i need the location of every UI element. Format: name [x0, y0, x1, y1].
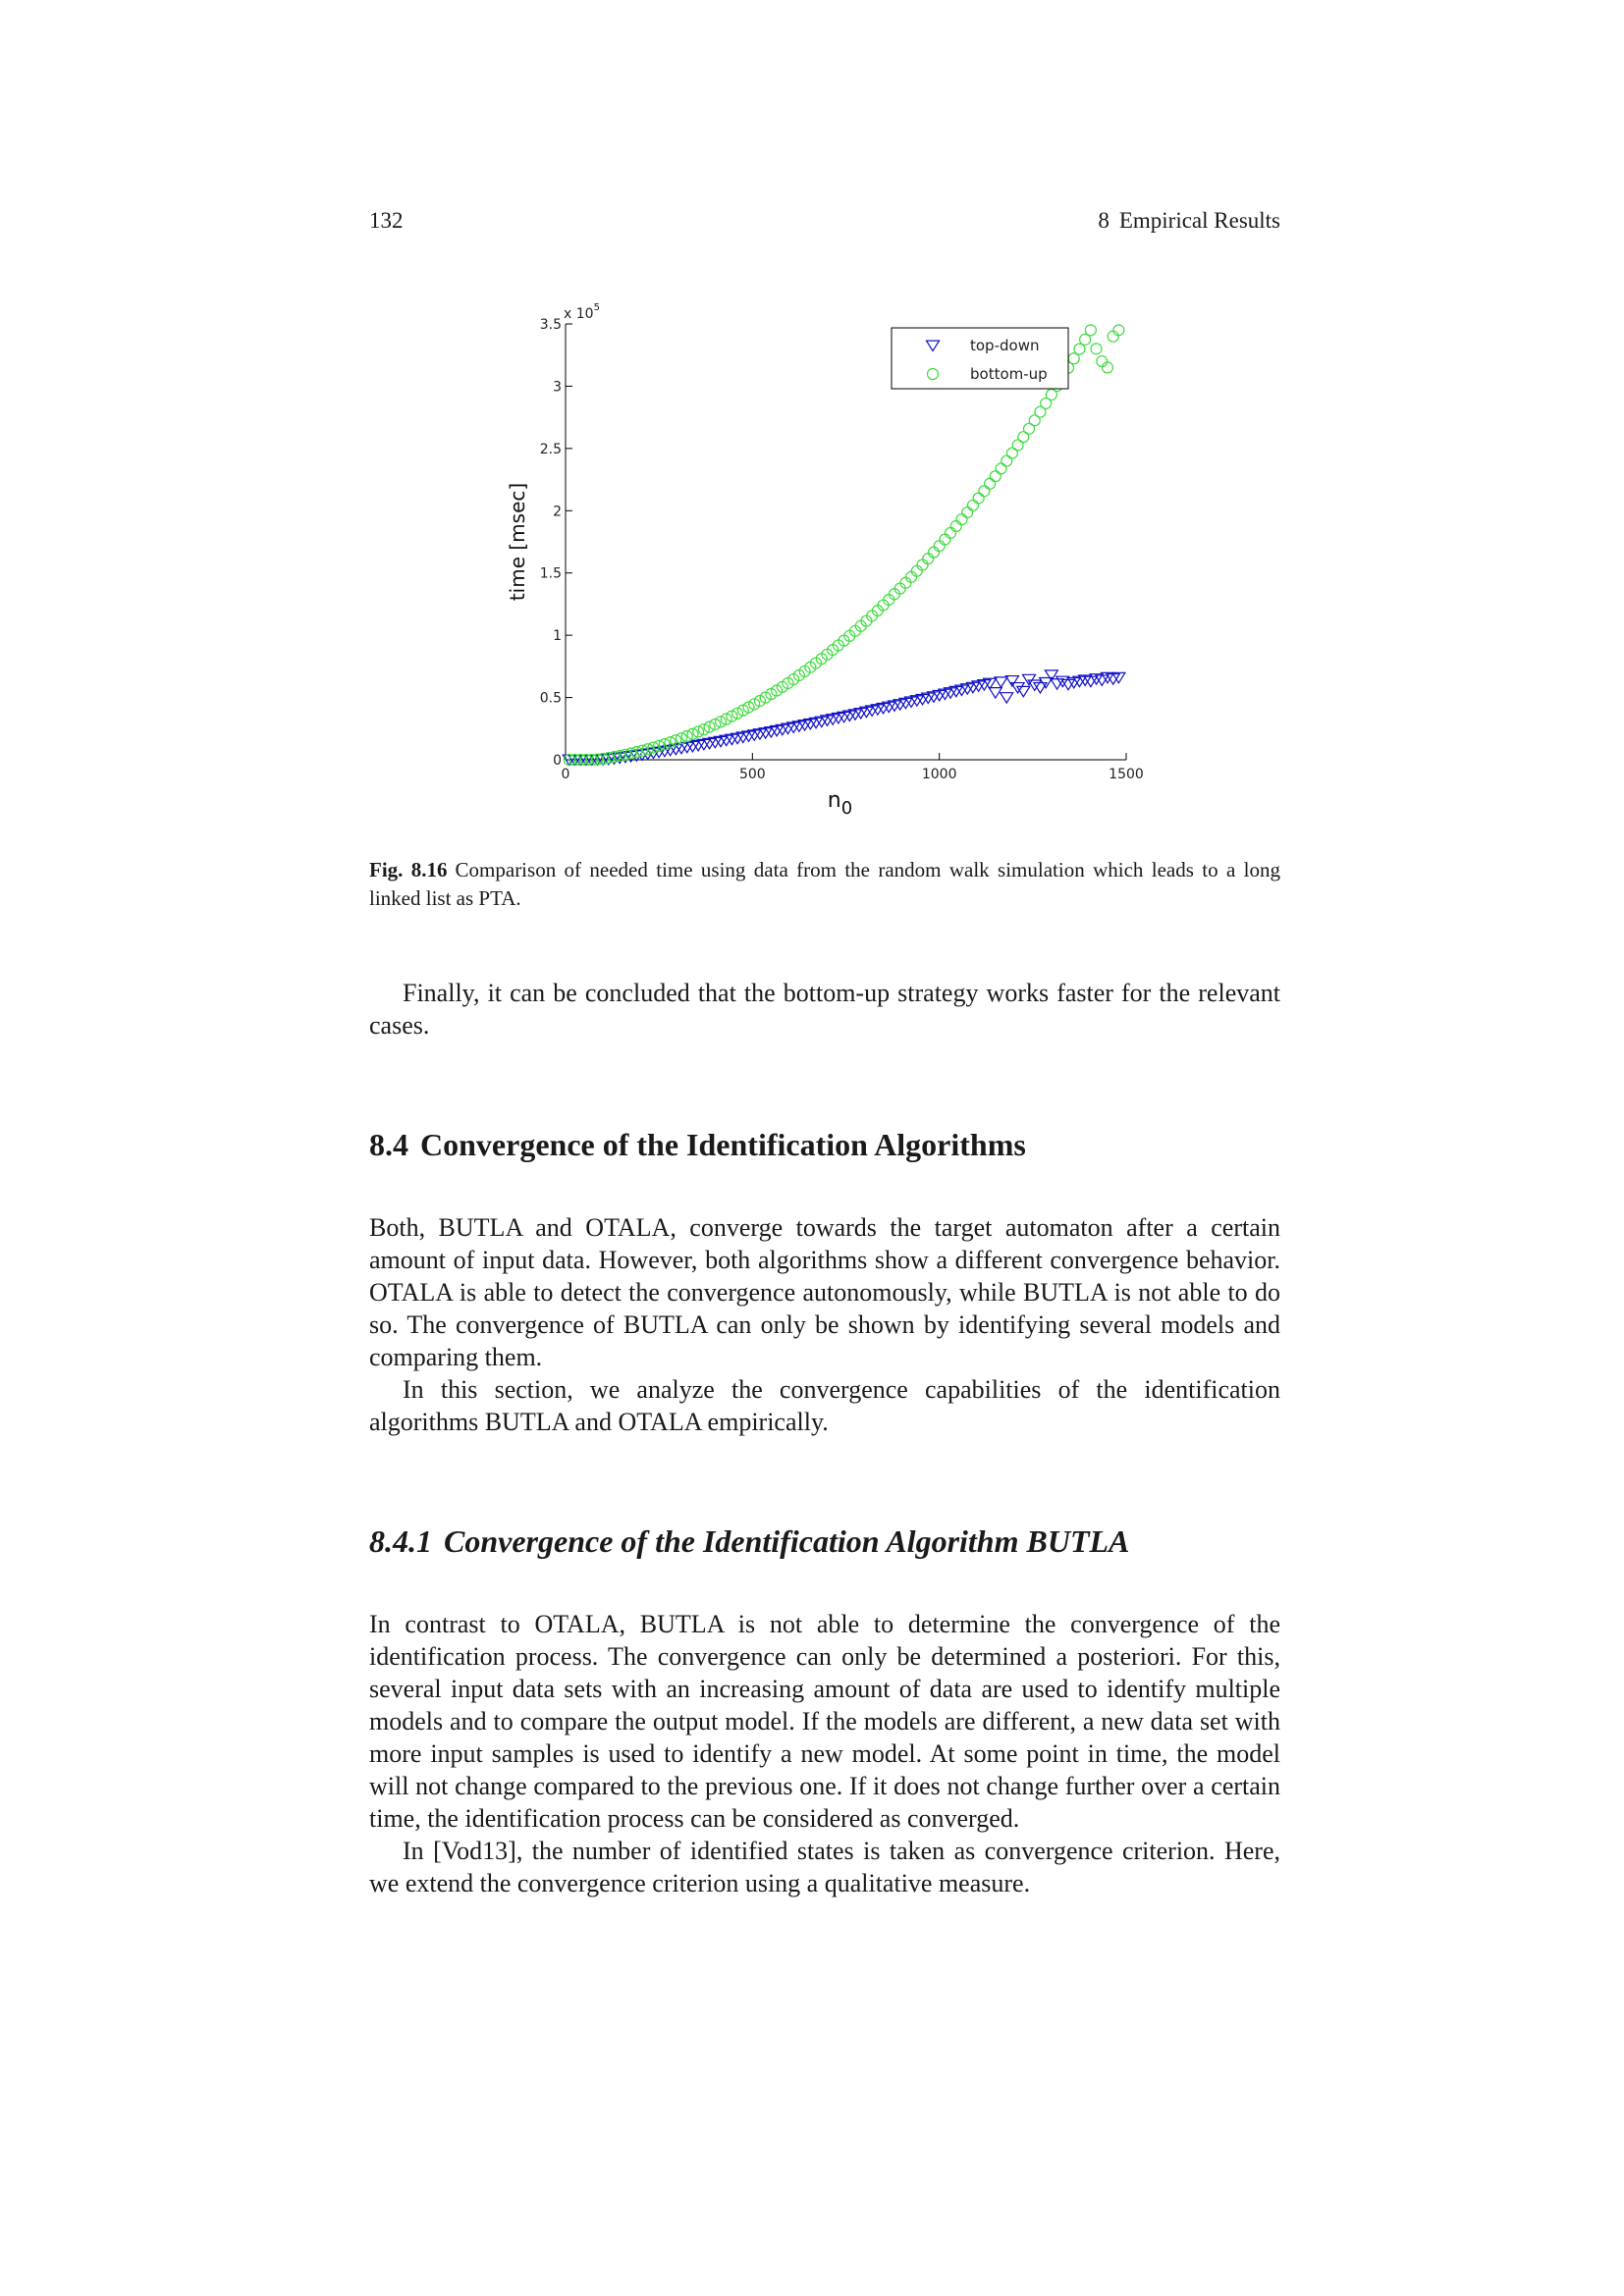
bottom-up-point: [1091, 344, 1102, 354]
legend: [892, 328, 1068, 389]
y-tick-label: 3.5: [539, 317, 562, 333]
bottom-up-point: [950, 521, 961, 532]
subsection-paragraph-2: In [Vod13], the number of identified states is taken as convergence criterion. Here, we extend the convergence criterion using a qualitative measure.: [369, 1837, 1280, 1897]
bottom-up-point: [1085, 325, 1096, 336]
subsection-heading: [369, 1523, 1280, 1560]
bottom-up-point: [973, 493, 984, 504]
bottom-up-point: [996, 463, 1006, 474]
bottom-up-point: [928, 547, 939, 558]
bottom-up-point: [940, 534, 950, 545]
bottom-up-point: [956, 514, 967, 525]
bottom-up-point: [1006, 448, 1017, 458]
subsection-number: 8.4.1: [369, 1523, 432, 1559]
bottom-up-point: [1102, 362, 1112, 373]
y-axis-multiplier: x $10^5$: [564, 302, 600, 322]
bottom-up-point: [1108, 331, 1118, 342]
x-axis-label: $n_0$: [827, 788, 853, 819]
chapter-heading: [1098, 208, 1280, 234]
bottom-up-point: [990, 471, 1001, 482]
y-tick-label: 0: [553, 753, 562, 769]
top-down-point: [1001, 693, 1013, 703]
bottom-up-point: [946, 527, 956, 538]
y-axis-label: time [msec]: [506, 482, 529, 602]
running-head: [369, 208, 1280, 240]
chapter-number: 8: [1098, 208, 1110, 233]
bottom-up-point: [934, 541, 945, 552]
bottom-up-point: [1012, 440, 1023, 451]
x-tick-label: 500: [738, 767, 766, 782]
y-tick-label: 2: [553, 504, 562, 520]
bottom-up-point: [962, 507, 973, 517]
plot-area: [563, 325, 1125, 766]
figure-label: Fig. 8.16: [369, 858, 448, 881]
section-paragraph-2: In this section, we analyze the convergence capabilities of the identification algorithms BUTLA and OTALA empirically.: [369, 1375, 1280, 1436]
bottom-up-point: [979, 486, 990, 497]
figure-caption-text: Comparison of needed time using data from the random walk simulation which leads to a long linked list as PTA.: [369, 858, 1280, 910]
x-tick-label: 1500: [1109, 767, 1144, 782]
y-tick-label: 0.5: [539, 690, 562, 707]
subsection-paragraph-1: In contrast to OTALA, BUTLA is not able to determine the convergence of the identification process. The convergence can only be determined a posteriori. For this, several input data sets with an increasing amount of data are used to identify multiple models and to compare the output model. If the models are different, a new data set with more input samples is used to identify a new model. At some point in time, the model will not change compared to the previous one. If it does not change further over a certain time, the identification process can be considered as converged.: [369, 1610, 1280, 1833]
section-number: 8.4: [369, 1127, 408, 1162]
y-tick-label: 1.5: [539, 565, 562, 582]
legend-entry-bottom-up: bottom-up: [970, 365, 1048, 383]
top-down-point: [1028, 680, 1041, 690]
bottom-up-point: [917, 560, 928, 570]
figure-8-16-chart: [491, 285, 1178, 829]
bottom-up-point: [1097, 356, 1108, 367]
bottom-up-point: [967, 500, 978, 510]
y-tick-label: 2.5: [539, 441, 562, 457]
subsection-title: Convergence of the Identification Algorithm BUTLA: [444, 1523, 1130, 1559]
chapter-title: Empirical Results: [1118, 208, 1280, 233]
bottom-up-point: [985, 478, 996, 489]
paragraph-conclusion: Finally, it can be concluded that the bottom-up strategy works faster for the relevant cases.: [369, 979, 1280, 1040]
bottom-up-point: [1001, 455, 1012, 466]
bottom-up-point: [923, 554, 934, 564]
figure-caption: [369, 856, 1280, 913]
section-title: Convergence of the Identification Algorithms: [420, 1127, 1026, 1162]
y-tick-label: 1: [553, 628, 562, 645]
x-tick-label: 0: [561, 767, 570, 782]
x-tick-label: 1000: [921, 767, 957, 782]
section-heading: [369, 1127, 1280, 1163]
section-paragraph-1: Both, BUTLA and OTALA, converge towards the target automaton after a certain amount of input data. However, both algorithms show a different convergence behavior. OTALA is able to detect the convergence autonomously, while BUTLA is not able to do so. The convergence of BUTLA can only be shown by identifying several models and comparing them.: [369, 1213, 1280, 1371]
y-tick-label: 3: [553, 379, 562, 396]
bottom-up-point: [1074, 344, 1085, 354]
bottom-up-point: [1018, 432, 1029, 443]
bottom-up-point: [911, 565, 922, 576]
page-number: 132: [369, 208, 404, 233]
legend-entry-top-down: top-down: [970, 337, 1040, 354]
bottom-up-point: [1113, 325, 1124, 336]
